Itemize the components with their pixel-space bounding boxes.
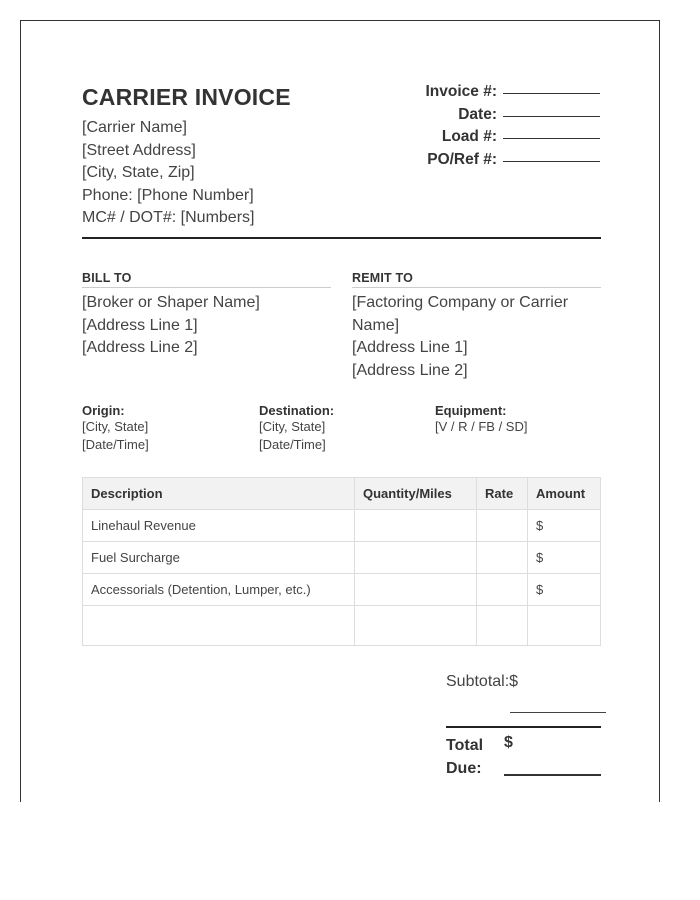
invoice-number-row [426, 83, 601, 106]
row-description: Accessorials (Detention, Lumper, etc.) [83, 574, 355, 606]
row-rate[interactable] [477, 574, 528, 606]
bill-to-heading: BILL TO [82, 271, 331, 288]
origin-label: Origin: [82, 403, 125, 418]
subtotal-blank[interactable] [510, 712, 606, 713]
carrier-info [82, 117, 254, 230]
remit-to-line2: [Address Line 1] [352, 339, 468, 356]
line-items-table [82, 477, 601, 646]
row-quantity[interactable] [355, 542, 477, 574]
row-rate[interactable] [477, 606, 528, 646]
col-rate: Rate [477, 478, 528, 510]
destination-city: [City, State] [259, 419, 326, 434]
invoice-number-label: Invoice #: [425, 83, 497, 100]
col-quantity: Quantity/Miles [355, 478, 477, 510]
date-label: Date: [458, 105, 497, 123]
row-description: Linehaul Revenue [83, 510, 355, 542]
load-blank[interactable] [503, 138, 600, 139]
row-amount[interactable]: $ [528, 542, 601, 574]
po-row [426, 151, 601, 174]
total-label-line2: Due: [446, 760, 482, 777]
row-description: Fuel Surcharge [83, 542, 355, 574]
carrier-city: [City, State, Zip] [82, 164, 195, 181]
origin-city: [City, State] [82, 419, 149, 434]
totals-divider [446, 726, 601, 728]
bill-to-address [82, 292, 331, 360]
total-currency: $ [504, 734, 513, 751]
origin-datetime: [Date/Time] [82, 437, 149, 452]
invoice-page [20, 20, 660, 802]
invoice-title: CARRIER INVOICE [82, 84, 291, 110]
col-amount: Amount [528, 478, 601, 510]
invoice-number-blank[interactable] [503, 93, 600, 94]
table-row [83, 510, 601, 542]
carrier-phone: Phone: [Phone Number] [82, 186, 254, 204]
remit-to-address [352, 292, 601, 382]
equipment-label: Equipment: [435, 403, 507, 418]
subtotal-label: Subtotal:$ [446, 673, 519, 690]
po-label: PO/Ref #: [427, 150, 497, 168]
table-row [83, 574, 601, 606]
invoice-meta [426, 83, 601, 173]
row-quantity[interactable] [355, 606, 477, 646]
row-description[interactable] [83, 606, 355, 646]
equipment-type: [V / R / FB / SD] [435, 419, 528, 434]
equipment-block [435, 403, 527, 436]
row-rate[interactable] [477, 542, 528, 574]
row-quantity[interactable] [355, 574, 477, 606]
bill-to-line2: [Address Line 1] [82, 316, 198, 334]
row-amount[interactable] [528, 606, 601, 646]
date-blank[interactable] [503, 116, 600, 117]
destination-datetime: [Date/Time] [259, 437, 326, 452]
carrier-name: [Carrier Name] [82, 119, 187, 136]
row-amount[interactable]: $ [528, 574, 601, 606]
table-row [83, 606, 601, 646]
carrier-street: [Street Address] [82, 141, 196, 159]
date-row [426, 106, 601, 129]
bill-to-line3: [Address Line 2] [82, 339, 198, 356]
destination-block [259, 403, 334, 454]
total-label-line1: Total [446, 737, 484, 754]
po-blank[interactable] [503, 161, 600, 162]
bill-to-section [82, 271, 331, 360]
remit-to-section [352, 271, 601, 382]
total-due-blank[interactable] [504, 774, 601, 776]
origin-block [82, 403, 149, 454]
row-amount[interactable]: $ [528, 510, 601, 542]
remit-to-line3: [Address Line 2] [352, 361, 468, 379]
remit-to-line1: [Factoring Company or Carrier Name] [352, 294, 569, 334]
row-rate[interactable] [477, 510, 528, 542]
col-description: Description [83, 478, 355, 510]
table-header-row [83, 478, 601, 510]
row-quantity[interactable] [355, 510, 477, 542]
table-row [83, 542, 601, 574]
remit-to-heading: REMIT TO [352, 271, 601, 288]
destination-label: Destination: [259, 403, 335, 418]
total-due-label [446, 734, 483, 780]
carrier-mc-dot: MC# / DOT#: [Numbers] [82, 209, 255, 226]
load-row [426, 128, 601, 151]
load-label: Load #: [441, 128, 497, 145]
header-divider [82, 237, 601, 239]
bill-to-line1: [Broker or Shaper Name] [82, 294, 260, 311]
